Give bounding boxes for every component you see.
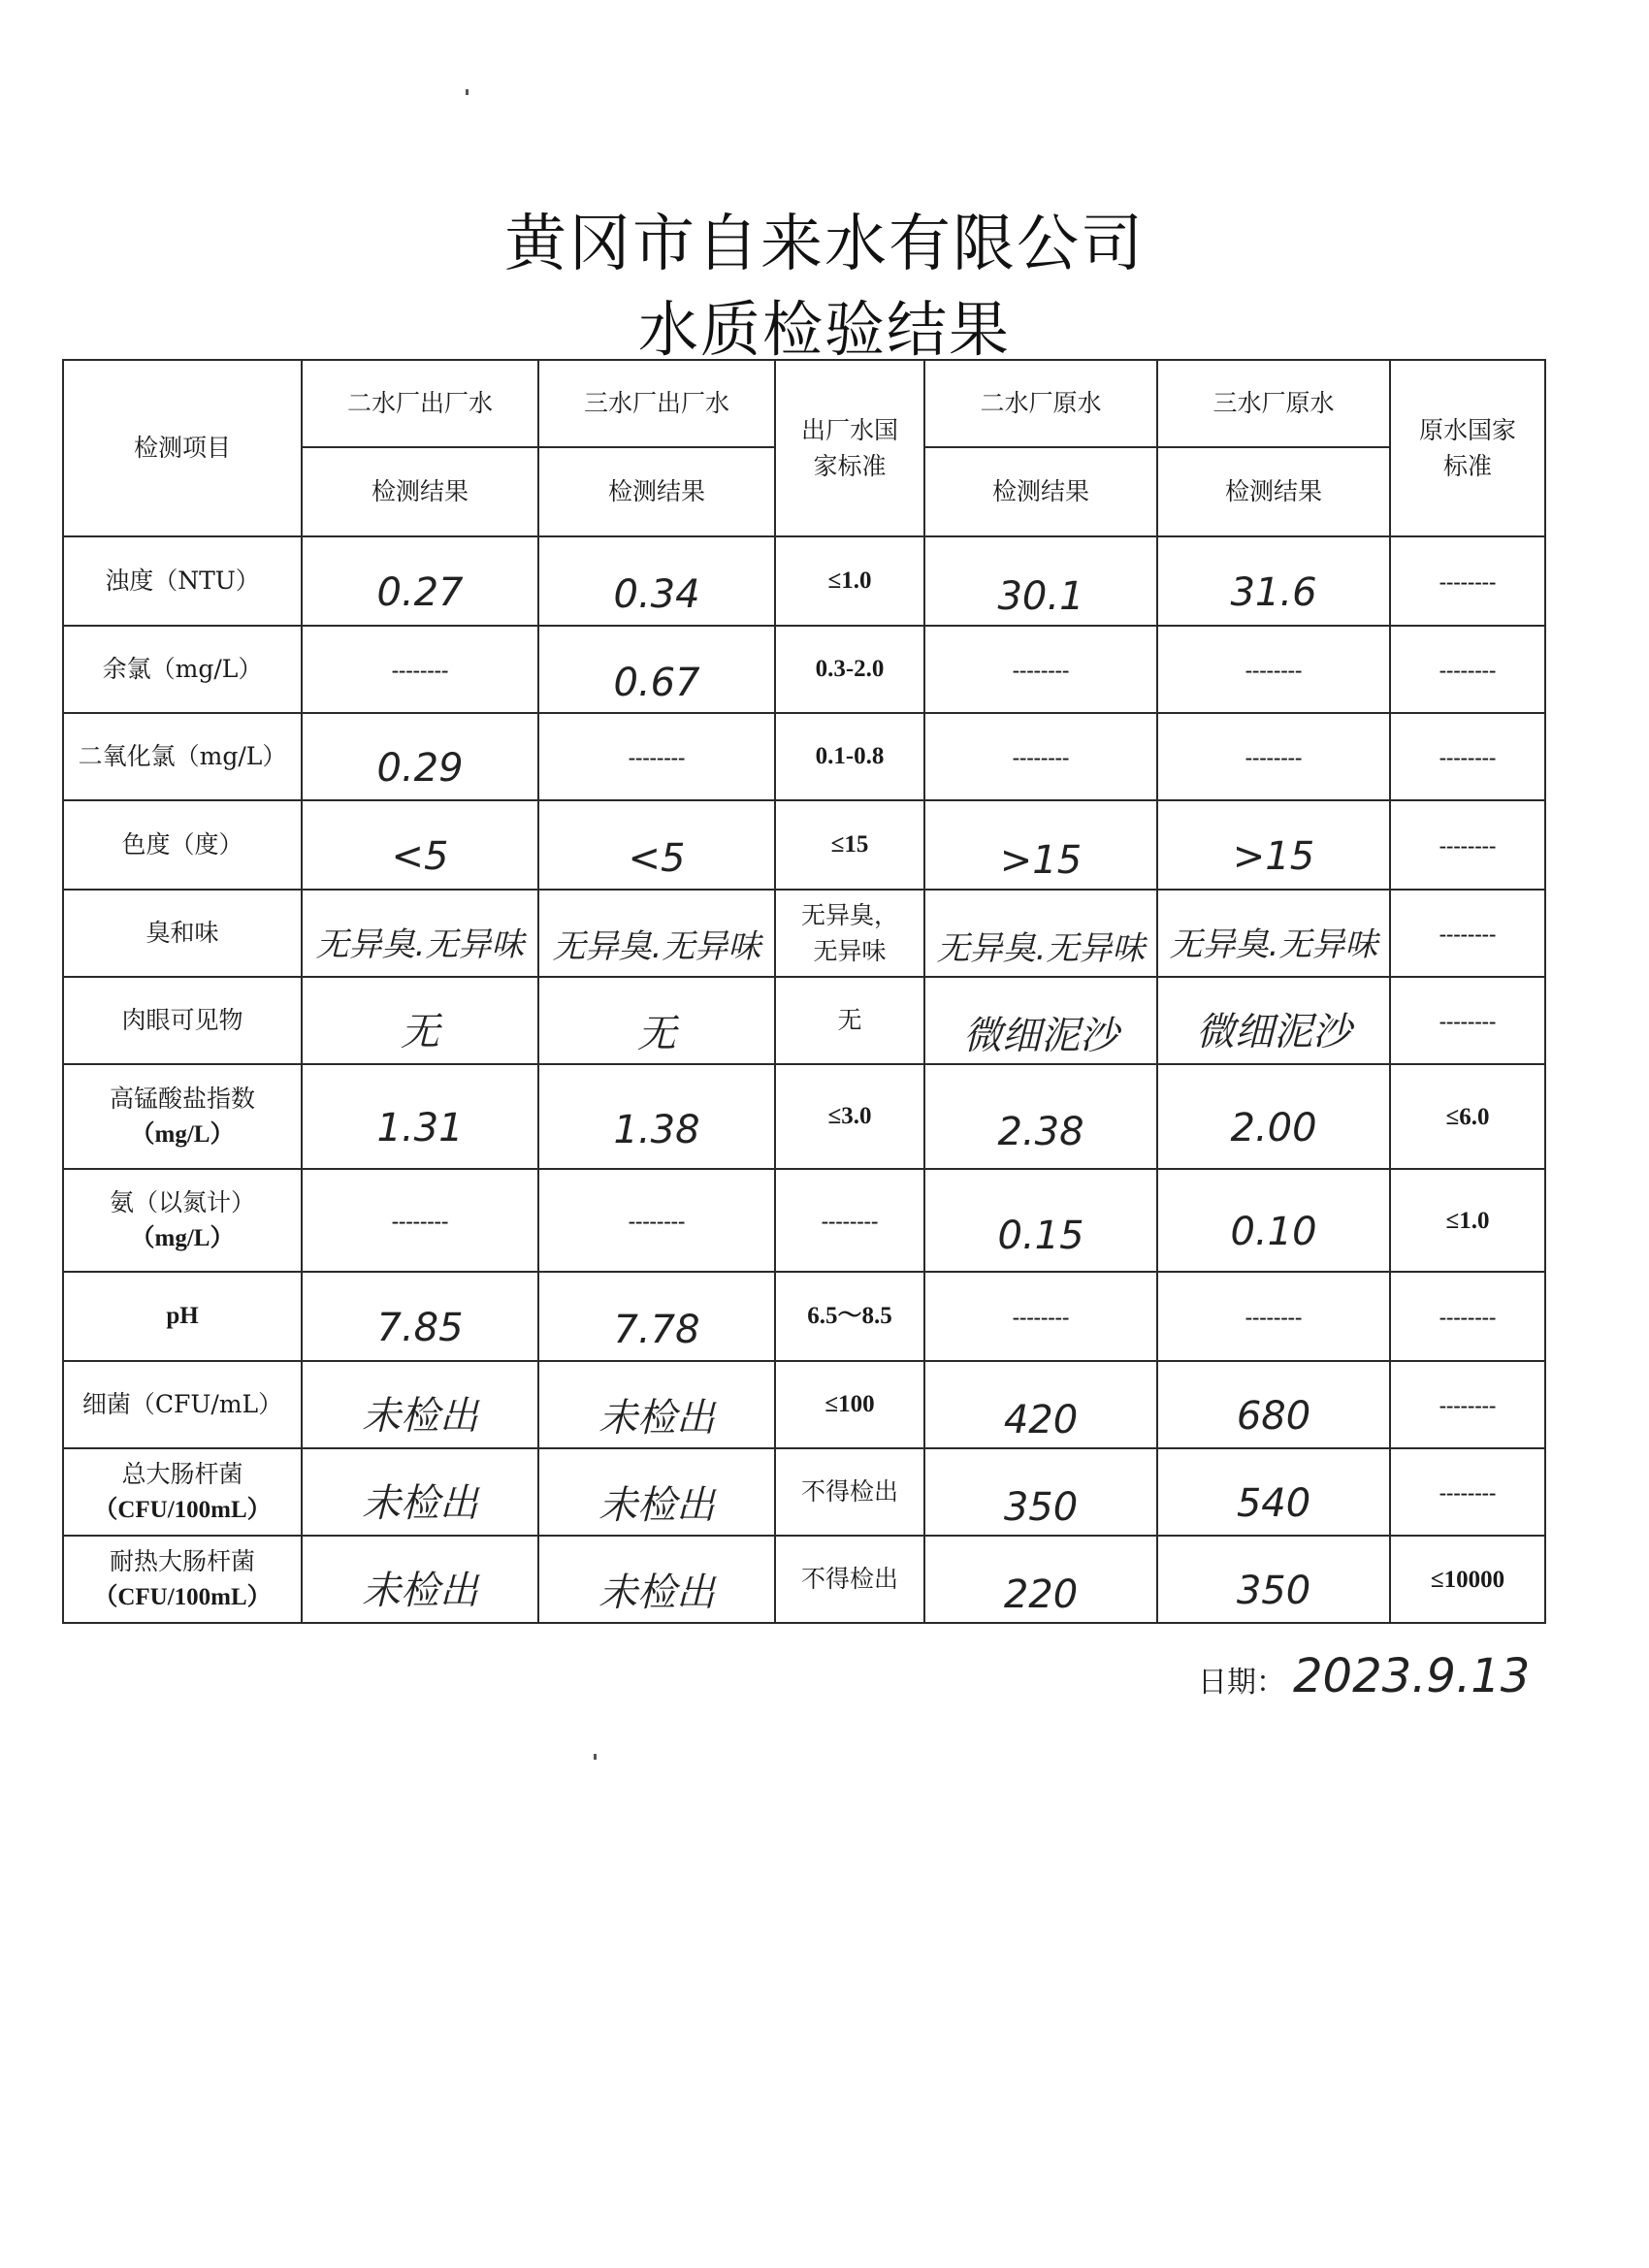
plant2-raw-value: 0.15 <box>997 1214 1084 1258</box>
plant3-out-cell <box>538 713 775 800</box>
header-plant2-out: 二水厂出厂水 <box>302 360 538 447</box>
out-standard-value: -------- <box>821 1208 879 1233</box>
header-item: 检测项目 <box>63 360 302 536</box>
row-item <box>63 536 302 626</box>
raw-standard-value: -------- <box>1439 569 1497 595</box>
row-item-name: 肉眼可见物 <box>121 1006 243 1035</box>
table-row <box>63 1064 1545 1169</box>
plant2-raw-value: 30.1 <box>997 574 1084 619</box>
plant2-raw-cell <box>924 1361 1157 1448</box>
plant2-raw-value: 350 <box>1003 1485 1079 1530</box>
plant3-raw-value: 无异臭.无异味 <box>1169 924 1378 964</box>
row-item <box>63 1064 302 1169</box>
plant3-raw-cell <box>1157 1361 1390 1448</box>
plant2-out-value: <5 <box>391 834 449 879</box>
out-standard-cell <box>775 890 924 977</box>
header-out-standard-line1: 出厂水国 <box>800 415 898 444</box>
result-label-4: 检测结果 <box>1157 447 1390 536</box>
row-item <box>63 890 302 977</box>
out-standard-cell <box>775 1536 924 1623</box>
out-standard-value: 无 <box>837 1006 862 1035</box>
plant2-out-cell <box>302 1169 538 1272</box>
plant2-out-value: -------- <box>391 1209 449 1234</box>
plant2-raw-value: -------- <box>1012 1305 1070 1330</box>
plant3-raw-cell <box>1157 1064 1390 1169</box>
plant3-out-value: 0.67 <box>613 661 700 705</box>
row-item-unit: （CFU/100mL） <box>93 1497 272 1523</box>
plant3-out-value: 未检出 <box>598 1396 715 1441</box>
raw-standard-value: -------- <box>1439 833 1497 859</box>
plant3-out-value: 1.38 <box>613 1108 700 1152</box>
raw-standard-value: ≤1.0 <box>1445 1207 1490 1234</box>
header-plant3-raw: 三水厂原水 <box>1157 360 1390 447</box>
raw-standard-cell <box>1390 800 1545 890</box>
row-item <box>63 1272 302 1361</box>
plant3-out-value: 未检出 <box>598 1571 715 1615</box>
out-standard-value: 0.1-0.8 <box>815 743 885 770</box>
plant3-raw-value: 微细泥沙 <box>1196 1010 1351 1054</box>
plant2-raw-cell <box>924 1272 1157 1361</box>
plant2-out-cell <box>302 626 538 713</box>
raw-standard-value: -------- <box>1439 658 1497 683</box>
plant2-raw-value: >15 <box>999 838 1083 883</box>
out-standard-value: ≤1.0 <box>827 567 872 595</box>
plant2-raw-cell <box>924 800 1157 890</box>
plant2-raw-cell <box>924 1536 1157 1623</box>
result-label-1: 检测结果 <box>302 447 538 536</box>
row-item <box>63 1361 302 1448</box>
plant2-out-cell <box>302 1064 538 1169</box>
out-standard-value: 无异臭， <box>800 900 898 929</box>
row-item-name: 氨（以氮计） <box>109 1187 255 1216</box>
row-item-name: 耐热大肠杆菌 <box>109 1546 255 1575</box>
plant2-out-cell <box>302 1361 538 1448</box>
raw-standard-cell <box>1390 536 1545 626</box>
plant2-out-cell <box>302 713 538 800</box>
plant2-raw-cell <box>924 1064 1157 1169</box>
plant2-out-cell <box>302 1272 538 1361</box>
plant3-out-cell <box>538 1448 775 1536</box>
plant3-out-cell <box>538 1064 775 1169</box>
plant2-out-cell <box>302 536 538 626</box>
result-label-2: 检测结果 <box>538 447 775 536</box>
plant3-out-value: 0.34 <box>613 572 700 617</box>
table-row <box>63 536 1545 626</box>
row-item-name: 色度（度） <box>121 830 243 859</box>
raw-standard-cell <box>1390 626 1545 713</box>
raw-standard-value: -------- <box>1439 1393 1497 1418</box>
raw-standard-cell <box>1390 1536 1545 1623</box>
raw-standard-cell <box>1390 1064 1545 1169</box>
date-line <box>1198 1649 1530 1703</box>
out-standard-value-line2: 无异味 <box>813 937 887 965</box>
plant2-out-value: -------- <box>391 658 449 683</box>
out-standard-cell <box>775 1169 924 1272</box>
plant3-raw-value: 2.00 <box>1230 1106 1317 1150</box>
plant3-raw-value: -------- <box>1245 1305 1303 1330</box>
plant2-raw-cell <box>924 626 1157 713</box>
raw-standard-value: -------- <box>1439 745 1497 770</box>
out-standard-cell <box>775 1361 924 1448</box>
plant3-raw-value: 0.10 <box>1230 1210 1317 1254</box>
raw-standard-cell <box>1390 977 1545 1064</box>
plant3-out-cell <box>538 1536 775 1623</box>
scan-speck <box>466 89 469 95</box>
out-standard-cell <box>775 977 924 1064</box>
date-value: 2023.9.13 <box>1293 1649 1531 1703</box>
company-title: 黄冈市自来水有限公司 <box>504 209 1145 280</box>
plant2-raw-cell <box>924 713 1157 800</box>
row-item-name: 余氯（mg/L） <box>102 655 263 684</box>
row-item <box>63 1448 302 1536</box>
plant2-raw-value: -------- <box>1012 745 1070 770</box>
row-item <box>63 1169 302 1272</box>
plant2-out-cell <box>302 890 538 977</box>
plant2-out-value: 0.27 <box>376 570 464 615</box>
plant2-out-value: 未检出 <box>362 1481 478 1526</box>
result-label-3: 检测结果 <box>924 447 1157 536</box>
out-standard-value: 0.3-2.0 <box>815 656 885 683</box>
plant3-raw-value: 31.6 <box>1230 570 1317 615</box>
plant3-raw-cell <box>1157 713 1390 800</box>
plant2-out-cell <box>302 1448 538 1536</box>
table-row <box>63 1448 1545 1536</box>
out-standard-cell <box>775 536 924 626</box>
out-standard-value: 不得检出 <box>800 1477 898 1507</box>
plant3-raw-cell <box>1157 977 1390 1064</box>
plant2-out-value: 1.31 <box>376 1106 464 1150</box>
table-row <box>63 977 1545 1064</box>
plant2-raw-cell <box>924 977 1157 1064</box>
plant3-out-value: -------- <box>628 745 686 770</box>
raw-standard-value: -------- <box>1439 1305 1497 1330</box>
plant2-out-value: 未检出 <box>362 1569 478 1613</box>
out-standard-value: ≤15 <box>830 831 869 859</box>
raw-standard-cell <box>1390 890 1545 977</box>
raw-standard-value: -------- <box>1439 922 1497 947</box>
out-standard-cell <box>775 800 924 890</box>
row-item <box>63 800 302 890</box>
plant2-out-value: 0.29 <box>376 746 464 791</box>
out-standard-cell <box>775 1064 924 1169</box>
plant3-raw-cell <box>1157 800 1390 890</box>
plant3-raw-value: 540 <box>1236 1481 1311 1526</box>
plant2-out-value: 无异臭.无异味 <box>315 924 525 964</box>
plant3-out-cell <box>538 626 775 713</box>
out-standard-value: ≤100 <box>824 1391 875 1418</box>
water-quality-table <box>62 359 1546 1624</box>
out-standard-value: 6.5～8.5 <box>807 1303 892 1330</box>
header-raw-standard-line2: 标准 <box>1442 452 1492 480</box>
table-row <box>63 800 1545 890</box>
plant3-raw-cell <box>1157 890 1390 977</box>
plant3-raw-value: 680 <box>1236 1394 1311 1439</box>
row-item <box>63 626 302 713</box>
plant3-raw-cell <box>1157 1169 1390 1272</box>
header-out-standard-line2: 家标准 <box>813 452 887 480</box>
plant2-raw-cell <box>924 1448 1157 1536</box>
out-standard-cell <box>775 1272 924 1361</box>
header-raw-standard <box>1390 360 1545 536</box>
header-raw-standard-line1: 原水国家 <box>1418 415 1516 444</box>
plant2-out-value: 未检出 <box>362 1394 478 1439</box>
plant3-raw-value: 350 <box>1236 1569 1311 1613</box>
out-standard-value: ≤3.0 <box>827 1103 872 1130</box>
raw-standard-value: -------- <box>1439 1009 1497 1034</box>
row-item-unit: （CFU/100mL） <box>93 1584 272 1610</box>
plant2-raw-cell <box>924 890 1157 977</box>
plant3-out-value: -------- <box>628 1209 686 1234</box>
table-row <box>63 890 1545 977</box>
table-row <box>63 1536 1545 1623</box>
plant3-raw-cell <box>1157 536 1390 626</box>
out-standard-cell <box>775 713 924 800</box>
plant3-raw-cell <box>1157 1272 1390 1361</box>
table-row <box>63 1169 1545 1272</box>
plant2-raw-value: 2.38 <box>997 1110 1084 1154</box>
row-item-name: 高锰酸盐指数 <box>109 1084 255 1113</box>
row-item-name: 二氧化氯（mg/L） <box>78 742 287 771</box>
raw-standard-cell <box>1390 1361 1545 1448</box>
plant3-out-value: 无 <box>637 1012 676 1056</box>
table-row <box>63 1361 1545 1448</box>
row-item-unit: （mg/L） <box>130 1121 235 1148</box>
row-item-name: 总大肠杆菌 <box>121 1459 243 1488</box>
plant3-raw-cell <box>1157 626 1390 713</box>
plant3-out-value: <5 <box>628 836 686 881</box>
raw-standard-value: -------- <box>1439 1480 1497 1506</box>
header-out-standard <box>775 360 924 536</box>
header-plant2-raw: 二水厂原水 <box>924 360 1157 447</box>
plant3-raw-value: -------- <box>1245 745 1303 770</box>
plant3-out-cell <box>538 536 775 626</box>
table-row <box>63 1272 1545 1361</box>
plant3-raw-value: >15 <box>1232 834 1315 879</box>
plant3-out-value: 无异臭.无异味 <box>552 926 761 966</box>
date-label: 日期： <box>1198 1666 1285 1700</box>
plant3-out-value: 7.78 <box>613 1308 700 1352</box>
row-item-name: 细菌（CFU/mL） <box>81 1390 283 1419</box>
plant3-out-value: 未检出 <box>598 1483 715 1528</box>
plant3-out-cell <box>538 977 775 1064</box>
raw-standard-value: ≤10000 <box>1430 1566 1505 1593</box>
raw-standard-cell <box>1390 1448 1545 1536</box>
plant3-out-cell <box>538 890 775 977</box>
plant3-out-cell <box>538 800 775 890</box>
plant3-raw-cell <box>1157 1536 1390 1623</box>
plant2-raw-value: 无异臭.无异味 <box>936 928 1146 968</box>
scan-speck <box>594 1754 597 1760</box>
plant3-out-cell <box>538 1361 775 1448</box>
out-standard-value: 不得检出 <box>800 1565 898 1594</box>
row-item <box>63 1536 302 1623</box>
raw-standard-value: ≤6.0 <box>1445 1103 1490 1130</box>
table-row <box>63 626 1545 713</box>
row-item <box>63 977 302 1064</box>
plant3-out-cell <box>538 1169 775 1272</box>
row-item-name: 臭和味 <box>146 919 219 948</box>
table-row <box>63 713 1545 800</box>
raw-standard-cell <box>1390 1169 1545 1272</box>
out-standard-cell <box>775 626 924 713</box>
plant2-out-value: 7.85 <box>376 1306 464 1350</box>
plant3-raw-value: -------- <box>1245 658 1303 683</box>
plant2-raw-value: 微细泥沙 <box>963 1014 1118 1058</box>
plant3-out-cell <box>538 1272 775 1361</box>
plant2-out-cell <box>302 977 538 1064</box>
table-body <box>63 536 1545 1623</box>
plant2-raw-cell <box>924 536 1157 626</box>
raw-standard-cell <box>1390 713 1545 800</box>
plant2-raw-value: -------- <box>1012 658 1070 683</box>
plant2-raw-cell <box>924 1169 1157 1272</box>
row-item-name: pH <box>166 1303 199 1330</box>
raw-standard-cell <box>1390 1272 1545 1361</box>
row-item-unit: （mg/L） <box>130 1225 235 1251</box>
out-standard-cell <box>775 1448 924 1536</box>
header-plant3-out: 三水厂出厂水 <box>538 360 775 447</box>
report-title: 水质检验结果 <box>637 294 1011 365</box>
plant3-raw-cell <box>1157 1448 1390 1536</box>
plant2-out-cell <box>302 800 538 890</box>
plant2-raw-value: 220 <box>1003 1572 1079 1617</box>
row-item-name: 浊度（NTU） <box>105 567 260 596</box>
plant2-out-cell <box>302 1536 538 1623</box>
plant2-raw-value: 420 <box>1003 1398 1079 1442</box>
row-item <box>63 713 302 800</box>
plant2-out-value: 无 <box>401 1010 439 1054</box>
